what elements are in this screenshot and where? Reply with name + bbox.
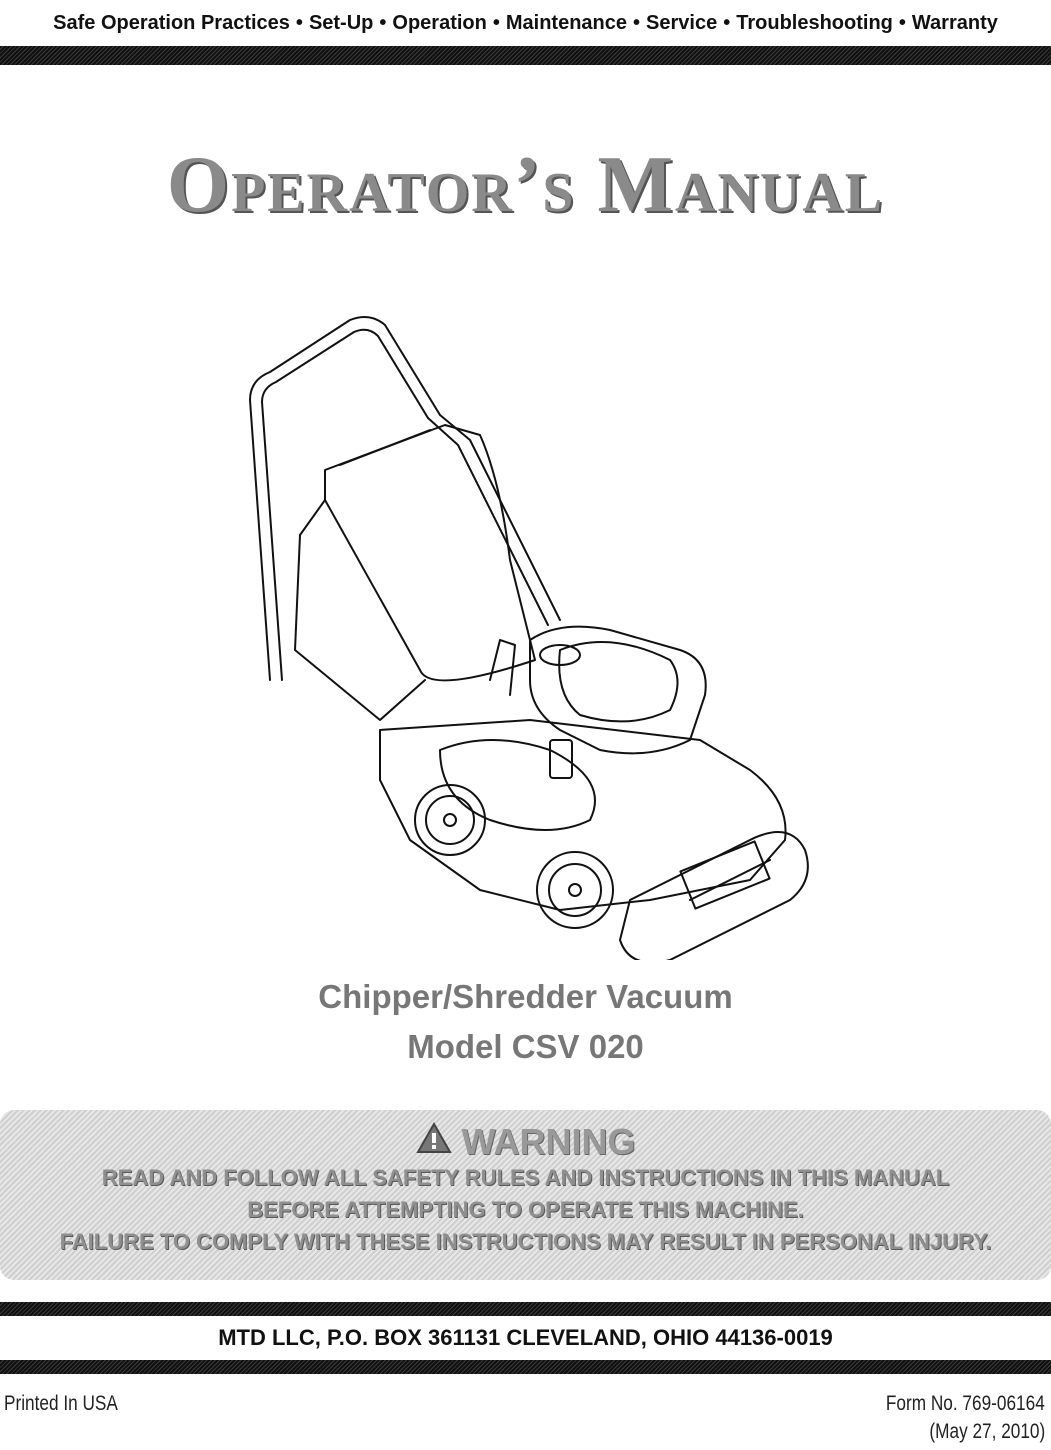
topic-separator: • [898, 11, 906, 34]
page-title: Operator’s Manual [166, 141, 885, 229]
topic-setup: Set-Up [308, 11, 374, 34]
company-address: MTD LLC, P.O. BOX 361131 CLEVELAND, OHIO 44136-0019 [218, 1325, 833, 1350]
header-rule [0, 46, 1051, 65]
topic-separator: • [295, 11, 303, 34]
product-name: Chipper/Shredder Vacuum [318, 978, 733, 1015]
topic-separator: • [492, 11, 500, 34]
topic-service: Service [646, 11, 718, 34]
header-topics [0, 0, 1051, 46]
model-number: Model CSV 020 [407, 1028, 644, 1065]
printed-in-label: Printed In USA [4, 1392, 118, 1415]
address-rule-bottom [0, 1360, 1051, 1374]
topic-safe-operation: Safe Operation Practices [53, 11, 290, 34]
topic-troubleshooting: Troubleshooting [736, 11, 893, 34]
warning-line-1: READ AND FOLLOW ALL SAFETY RULES AND INSTRUCTIONS IN THIS MANUAL [101, 1164, 950, 1190]
warning-line-3: FAILURE TO COMPLY WITH THESE INSTRUCTIONS MAY RESULT IN PERSONAL INJURY. [59, 1228, 992, 1254]
chipper-shredder-vacuum-illustration [230, 300, 830, 960]
topic-separator: • [379, 11, 387, 34]
topic-operation: Operation [392, 11, 487, 34]
warning-line-2: BEFORE ATTEMPTING TO OPERATE THIS MACHINE. [247, 1196, 804, 1222]
form-number: Form No. 769-06164 [886, 1392, 1045, 1415]
warning-heading: WARNING [461, 1121, 636, 1162]
topic-warranty: Warranty [911, 11, 998, 34]
warning-heading-row [416, 1122, 636, 1162]
topic-separator: • [723, 11, 731, 34]
form-date: (May 27, 2010) [929, 1420, 1045, 1443]
warning-triangle-icon [416, 1122, 452, 1162]
warning-box [0, 1110, 1051, 1280]
address-rule-top [0, 1302, 1051, 1316]
topic-separator: • [633, 11, 641, 34]
topic-maintenance: Maintenance [505, 11, 628, 34]
